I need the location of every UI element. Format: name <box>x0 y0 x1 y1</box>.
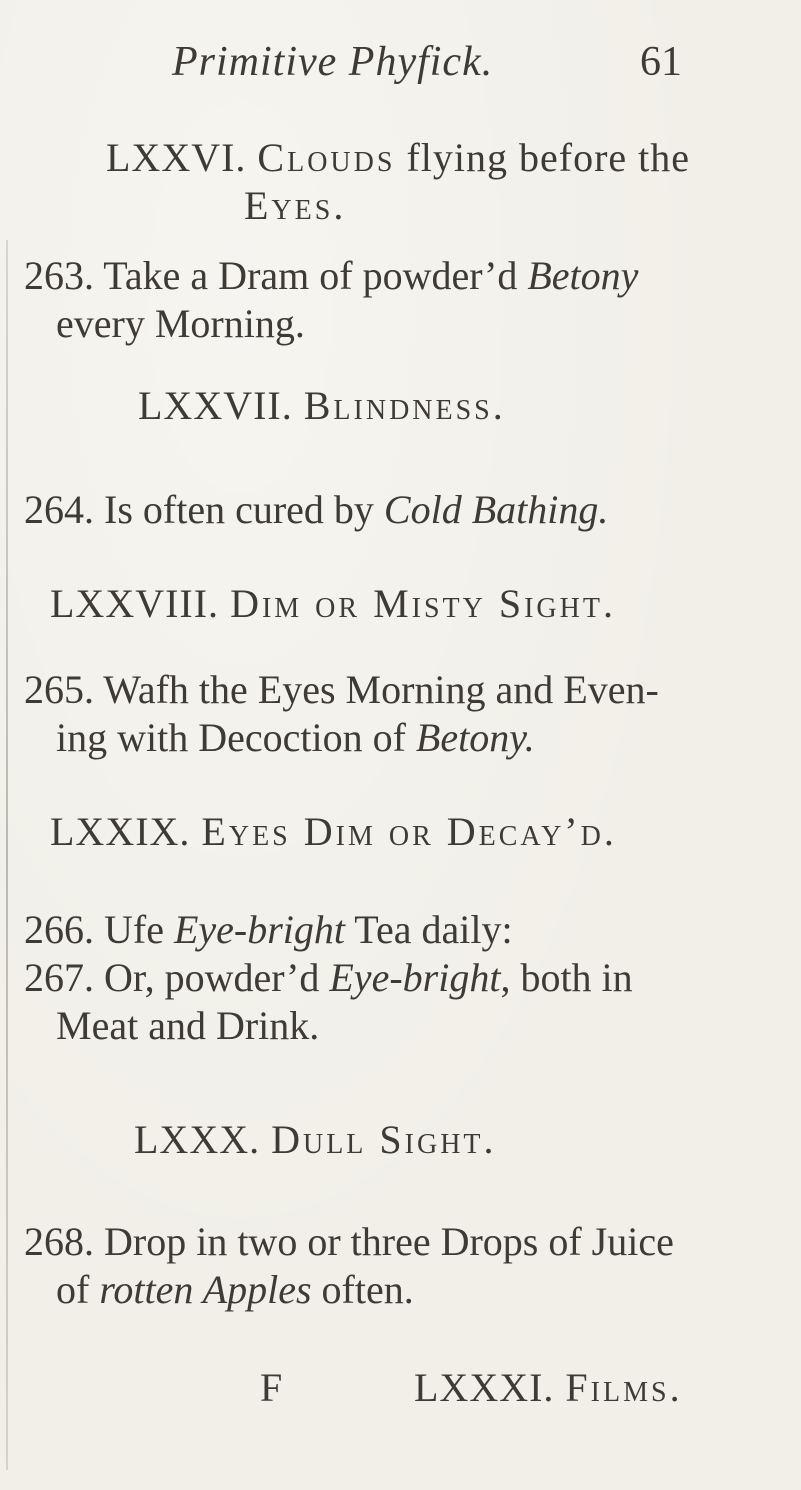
paragraph-266-267 <box>24 906 794 1050</box>
paragraph-text: 265. Wafh the Eyes Morning and Even- <box>24 667 659 712</box>
heading-title: Blindness. <box>303 383 506 428</box>
section-heading-lxxvii <box>138 382 788 429</box>
heading-numeral: LXXVII. <box>138 383 293 428</box>
heading-title-line2: Eyes. <box>244 183 347 228</box>
signature-letter: F <box>260 1365 284 1410</box>
paragraph-265 <box>24 666 794 762</box>
heading-title-cont: flying before the <box>406 135 691 180</box>
paragraph-italic: Betony <box>527 253 639 298</box>
heading-title: Clouds <box>257 135 396 180</box>
section-heading-lxxx <box>134 1116 784 1163</box>
heading-numeral: LXXX. <box>134 1117 261 1162</box>
section-heading-lxxviii <box>50 580 790 627</box>
paragraph-text-end: Tea daily: <box>345 907 513 952</box>
paragraph-text: 264. Is often cured by <box>24 487 384 532</box>
section-heading-lxxvi <box>106 134 796 181</box>
paragraph-text-line2: every Morning. <box>56 301 305 346</box>
paragraph-text: 266. Ufe <box>24 907 174 952</box>
paragraph-264 <box>24 486 794 534</box>
catchword-numeral: LXXXI. <box>414 1365 555 1410</box>
heading-numeral: LXXIX. <box>50 809 191 854</box>
paragraph-italic: rotten Apples <box>99 1267 312 1312</box>
paragraph-268 <box>24 1218 794 1314</box>
paragraph-text: 263. Take a Dram of powder’d <box>24 253 528 298</box>
heading-numeral: LXXVI. <box>106 135 247 180</box>
heading-title: Dull Sight. <box>271 1117 497 1162</box>
signature-mark <box>260 1364 320 1411</box>
catchword <box>414 1364 794 1411</box>
heading-title: Eyes Dim or Decay’d. <box>201 809 617 854</box>
section-heading-lxxvi-line2 <box>244 182 544 229</box>
paragraph-text-end: often. <box>311 1267 414 1312</box>
paragraph-text-line2: ing with Decoction of <box>56 715 416 760</box>
paragraph-text-line3: Meat and Drink. <box>56 1003 320 1048</box>
paragraph-italic: Betony. <box>415 715 535 760</box>
heading-numeral: LXXVIII. <box>50 581 220 626</box>
paragraph-text-end: , both in <box>500 955 633 1000</box>
paragraph-text: 267. Or, powder’d <box>24 955 330 1000</box>
catchword-title: Films. <box>565 1365 683 1410</box>
paragraph-text-line2: of <box>56 1267 100 1312</box>
section-heading-lxxix <box>50 808 790 855</box>
paragraph-italic: Eye-bright <box>329 955 501 1000</box>
running-header <box>0 38 801 98</box>
page-number: 61 <box>640 39 682 85</box>
paragraph-263 <box>24 252 794 348</box>
paragraph-italic: Eye-bright <box>173 907 346 952</box>
page-gutter-edge <box>6 240 8 1470</box>
running-title: Primitive Phyfick. <box>172 39 494 85</box>
paragraph-italic: Cold Bathing. <box>383 487 609 532</box>
heading-title: Dim or Misty Sight. <box>230 581 616 626</box>
paragraph-text: 268. Drop in two or three Drops of Juice <box>24 1219 674 1264</box>
